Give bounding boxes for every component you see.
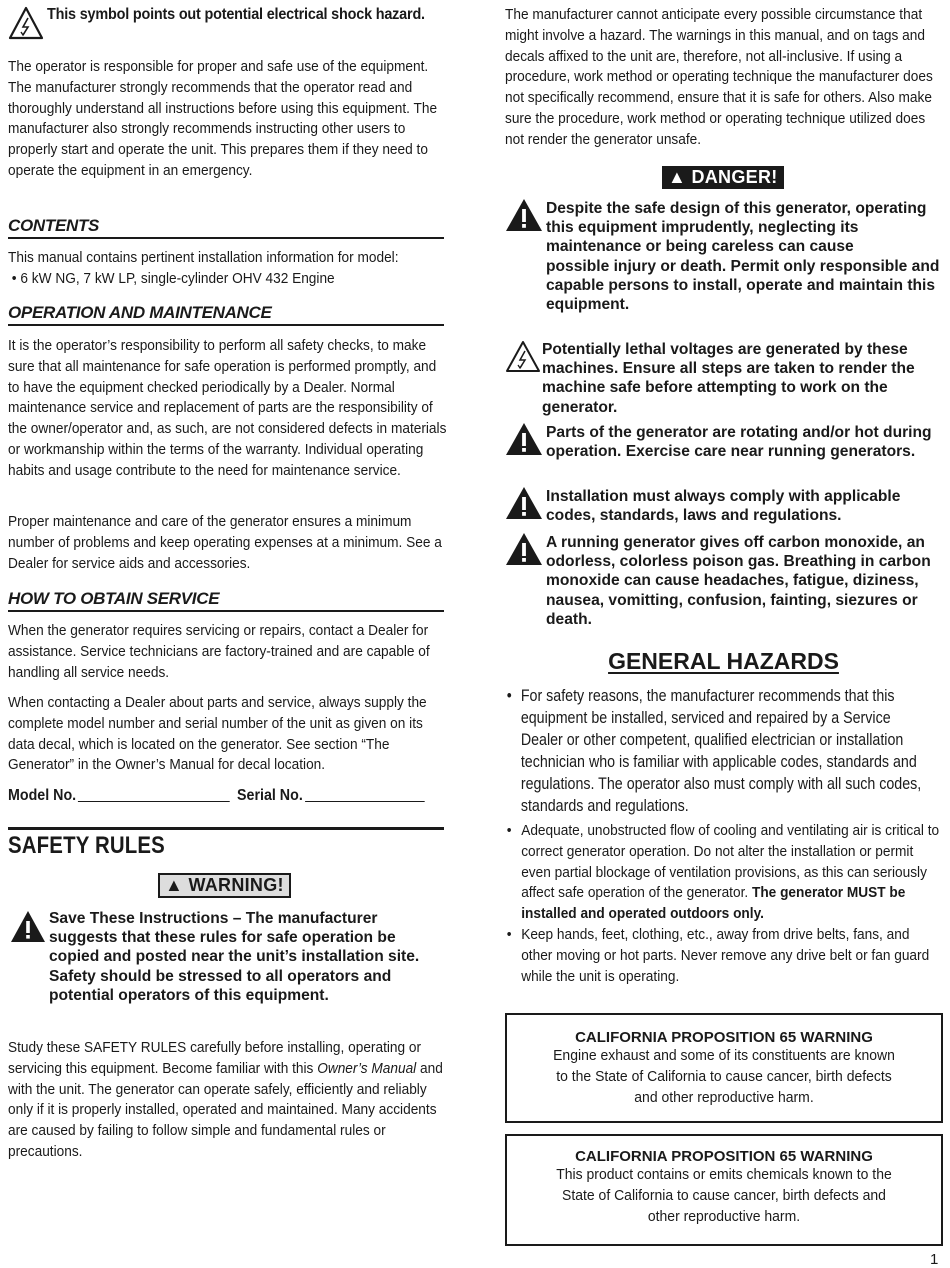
- study-text-b: and with the unit. The generator can operate safely, efficiently and reliably only if it is properly installed, operated and maintained. Many accidents are caused by failing to follow simple and fundamental rules or precautions.: [8, 1059, 443, 1160]
- danger-badge: [662, 166, 784, 189]
- operation-paragraph-2: Proper maintenance and care of the generator ensures a minimum number of problems and keep operating expenses at a minimum. See a Dealer for service aids and accessories.: [8, 513, 442, 572]
- right-intro-paragraph: The manufacturer cannot anticipate every possible circumstance that might involve a hazard. The warnings in this manual, and on tags and decals affixed to the unit are, therefore, not all-inclusive. If using a procedure, work method or operating technique the manufacturer does not specifically recommend, ensure that it is safe for others. Also make sure the procedure, work method or operating technique utilized does not render the generator unsafe.: [505, 6, 933, 148]
- model-number-line: [78, 801, 230, 802]
- general-hazards-heading: GENERAL HAZARDS: [608, 648, 839, 674]
- danger-warning-3: Parts of the generator are rotating and/or hot during operation. Exercise care near running generators.: [546, 424, 932, 461]
- contents-model-item: • 6 kW NG, 7 kW LP, single-cylinder OHV 432 Engine: [8, 270, 335, 287]
- contents-heading: CONTENTS: [8, 216, 444, 239]
- service-paragraph-1: When the generator requires servicing or repairs, contact a Dealer for assistance. Service technicians are factory-trained and are capable of handling all service needs.: [8, 622, 430, 681]
- service-paragraph-2: When contacting a Dealer about parts and service, always supply the complete model number and serial number of the unit as given on its data decal, which is located on the generator. See section “The Generator” in the Owner’s Manual for decal location.: [8, 694, 427, 774]
- operation-heading: OPERATION AND MAINTENANCE: [8, 303, 444, 326]
- hazard-item-3: • Keep hands, feet, clothing, etc., away from drive belts, fans, and other moving or hot parts. Never remove any drive belt or fan guard while the unit is operating.: [505, 925, 944, 987]
- danger-icon-3: [505, 422, 543, 456]
- page-number: 1: [930, 1251, 939, 1268]
- operation-paragraph-1: It is the operator’s responsibility to perform all safety checks, to make sure that all maintenance for safe operation is performed promptly, and to have the equipment checked periodically by a Dealer. Normal maintenance service and replacement of parts are the responsibility of the owner/operator and, as such, are not considered defects in materials or workmanship within the terms of the warranty. Individual operating habits and usage contribute to the need for maintenance service.: [8, 337, 447, 479]
- prop65-title-2: CALIFORNIA PROPOSITION 65 WARNING: [575, 1148, 873, 1165]
- contents-text: This manual contains pertinent installation information for model:: [8, 249, 399, 266]
- danger-badge-icon: ▲: [668, 167, 687, 187]
- warning-icon: [10, 910, 46, 943]
- hazard-item-1: • For safety reasons, the manufacturer recommends that this equipment be installed, serviced and repaired by a Service Dealer or other competent, qualified electrician or installation technician who is familiar with applicable codes, standards and regulations. The operator also must comply with all such codes, standards and regulations.: [505, 685, 929, 817]
- intro-paragraph: The operator is responsible for proper and safe use of the equipment. The manufacturer strongly recommends that the operator read and thoroughly understand all instructions before using this equipment. The manufacturer also strongly recommends instructing other users to properly start and operate the unit. This prepares them if they need to operate the equipment in an emergency.: [8, 58, 438, 179]
- service-heading: HOW TO OBTAIN SERVICE: [8, 589, 444, 612]
- safety-rules-heading: SAFETY RULES: [8, 832, 165, 859]
- prop65-text-1: Engine exhaust and some of its constituents are known to the State of California to cause cancer, birth defects and other reproductive harm.: [553, 1047, 895, 1106]
- general-hazards-list-2: [505, 821, 944, 987]
- danger-warning-5: A running generator gives off carbon monoxide, an odorless, colorless poison gas. Breathing in carbon monoxide can cause headaches, fatigue, diziness, nausea, vomitting, confusion, fainting, siezures or death.: [546, 534, 931, 628]
- prop65-text-2: This product contains or emits chemicals known to the State of California to cause cancer, birth defects and other reproductive harm.: [556, 1166, 892, 1225]
- warning-save-instructions: Save These Instructions – The manufacturer suggests that these rules for safe operation be copied and posted near the unit’s installation site. Safety should be stressed to all operators and potential operators of this equipment.: [49, 910, 420, 1004]
- contents-model-text: 6 kW NG, 7 kW LP, single-cylinder OHV 432 Engine: [20, 270, 335, 287]
- serial-number-label: Serial No.: [237, 787, 303, 804]
- study-text-a: Study these SAFETY RULES carefully before installing, operating or servicing this equipment. Become familiar with this: [8, 1039, 422, 1077]
- prop65-warning-box-2: [505, 1134, 943, 1246]
- electric-shock-icon: [8, 6, 44, 40]
- danger-icon-4: [505, 486, 543, 520]
- warning-badge: [158, 873, 291, 898]
- danger-warning-2: Potentially lethal voltages are generated by these machines. Ensure all steps are taken to render the machine safe before attempting to work on the generator.: [542, 341, 915, 416]
- danger-badge-text: DANGER!: [691, 167, 778, 187]
- hazard-item-2-bold: The generator MUST be installed and operated outdoors only.: [521, 884, 906, 923]
- general-hazards-list: [505, 685, 929, 817]
- serial-number-field: [237, 787, 424, 805]
- model-number-field: [8, 787, 230, 805]
- safety-rule-divider: [8, 827, 444, 830]
- warning-badge-icon: ▲: [165, 875, 184, 895]
- prop65-title-1: CALIFORNIA PROPOSITION 65 WARNING: [575, 1029, 873, 1046]
- danger-warning-4: Installation must always comply with applicable codes, standards, laws and regulations.: [546, 488, 901, 525]
- prop65-warning-box-1: [505, 1013, 943, 1123]
- danger-warning-1: Despite the safe design of this generator, operating this equipment imprudently, neglecting its maintenance or being careless can cause possible injury or death. Permit only responsible and capable persons to install, operate and maintain this equipment.: [546, 200, 940, 314]
- study-text-italic: Owner’s Manual: [317, 1059, 417, 1077]
- danger-icon-5: [505, 532, 543, 566]
- study-safety-paragraph: [8, 1038, 447, 1163]
- shock-symbol-note: This symbol points out potential electrical shock hazard.: [47, 6, 425, 23]
- hazard-item-2-text: Adequate, unobstructed flow of cooling and ventilating air is critical to correct generator operation. Do not alter the installation or permit even partial blockage of ventilation provisions, as this can seriously affect safe operation of the generator.: [521, 822, 940, 902]
- hazard-item-2: [505, 821, 944, 925]
- warning-badge-text: WARNING!: [188, 875, 284, 895]
- model-number-label: Model No.: [8, 787, 77, 804]
- serial-number-line: [305, 801, 425, 802]
- danger-icon-1: [505, 198, 543, 232]
- electric-shock-icon-2: [505, 340, 541, 373]
